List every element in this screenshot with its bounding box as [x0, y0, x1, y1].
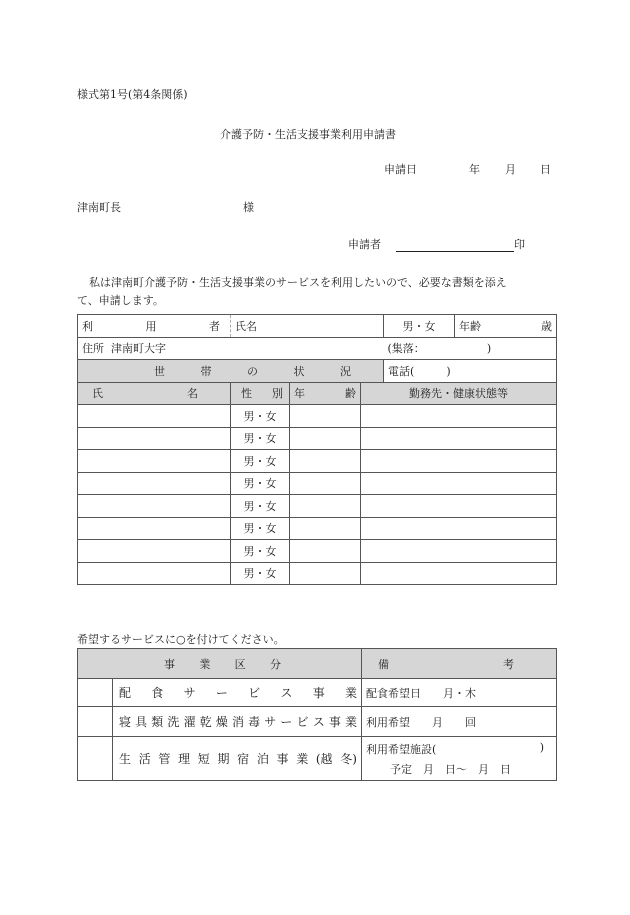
remarks-meal-delivery[interactable]	[362, 679, 557, 707]
service-check-cell[interactable]	[78, 737, 113, 781]
intro-line-2: て、申請します。	[77, 294, 164, 307]
household-table	[77, 314, 557, 585]
service-char: 毒	[248, 715, 261, 729]
service-char: 事	[276, 752, 289, 766]
seal-mark: 印	[514, 238, 525, 251]
service-char: 宿	[237, 752, 250, 766]
member-work-cell[interactable]	[361, 562, 557, 585]
service-char: ー	[215, 686, 228, 700]
service-char: サ	[264, 715, 277, 729]
user-gender-field[interactable]	[384, 315, 455, 338]
user-label-char: 者	[209, 319, 220, 333]
member-work-cell[interactable]	[361, 517, 557, 540]
member-sex-cell[interactable]	[231, 540, 290, 563]
service-char: ー	[280, 715, 293, 729]
member-age-cell[interactable]	[290, 562, 361, 585]
header-work-text: 勤務先・健康状態等	[409, 387, 508, 401]
header-char: 氏	[92, 387, 103, 401]
service-char: (越	[315, 752, 333, 766]
member-name-cell[interactable]	[78, 540, 231, 563]
applicant-signature-line[interactable]	[396, 236, 525, 252]
user-label-cell	[78, 315, 231, 338]
member-name-cell[interactable]	[78, 427, 231, 450]
member-age-cell[interactable]	[290, 427, 361, 450]
service-char: 洗	[167, 715, 180, 729]
address-value: 津南町大字	[111, 342, 166, 356]
header-char: 齢	[345, 387, 356, 401]
member-age-cell[interactable]	[290, 405, 361, 428]
intro-line-1: 私は津南町介護予防・生活支援事業のサービスを利用したいので、必要な書類を添え	[89, 276, 507, 289]
member-sex-cell[interactable]	[231, 517, 290, 540]
header-remarks	[362, 649, 557, 679]
phone-close: )	[446, 364, 451, 378]
household-char: 状	[293, 364, 305, 378]
header-char: 区	[234, 657, 246, 671]
service-short-stay	[113, 737, 362, 781]
service-char: 短	[197, 752, 210, 766]
addressee-honorific: 様	[243, 201, 254, 214]
remarks-text: 利用希望施設(	[366, 742, 437, 756]
gender-options: 男・女	[243, 432, 277, 446]
date-day: 日	[540, 163, 551, 176]
remarks-text: 配食希望日 月・木	[366, 686, 476, 700]
member-name-cell[interactable]	[78, 562, 231, 585]
header-member-name	[78, 382, 231, 405]
phone-label: 電話(	[388, 364, 415, 378]
service-char: 生	[119, 752, 132, 766]
member-age-cell[interactable]	[290, 450, 361, 473]
member-name-cell[interactable]	[78, 495, 231, 518]
service-char: 理	[178, 752, 191, 766]
header-char: 業	[199, 657, 211, 671]
service-table	[77, 648, 557, 781]
gender-options: 男・女	[243, 544, 277, 558]
member-work-cell[interactable]	[361, 405, 557, 428]
service-char: 燥	[215, 715, 228, 729]
member-name-cell[interactable]	[78, 405, 231, 428]
service-char: ビ	[248, 686, 261, 700]
age-unit: 歳	[541, 319, 553, 333]
header-char: 備	[378, 657, 389, 671]
service-char: 泊	[256, 752, 269, 766]
gender-options: 男・女	[243, 477, 277, 491]
service-char: 業	[344, 686, 357, 700]
gender-options: 男・女	[243, 409, 277, 423]
member-sex-cell[interactable]	[231, 405, 290, 428]
member-work-cell[interactable]	[361, 495, 557, 518]
remarks-schedule: 予定 月 日〜 月 日	[390, 762, 511, 776]
user-label-char: 用	[145, 319, 157, 333]
member-age-cell[interactable]	[290, 540, 361, 563]
remarks-text: 利用希望 月 回	[366, 715, 476, 729]
member-work-cell[interactable]	[361, 472, 557, 495]
service-char: 類	[151, 715, 164, 729]
user-label-char: 利	[82, 319, 93, 333]
service-char: 期	[217, 752, 230, 766]
user-name-field[interactable]	[231, 315, 384, 338]
applicant-label: 申請者	[348, 238, 381, 251]
service-char: 事	[328, 715, 341, 729]
phone-field[interactable]	[384, 360, 557, 383]
member-name-cell[interactable]	[78, 450, 231, 473]
service-char: サ	[183, 686, 196, 700]
service-char: 活	[138, 752, 151, 766]
remarks-short-stay[interactable]	[362, 737, 557, 781]
service-char: 寝	[119, 715, 132, 729]
gender-options: 男・女	[243, 567, 277, 581]
service-char: ス	[312, 715, 325, 729]
header-service-category	[78, 649, 362, 679]
member-work-cell[interactable]	[361, 540, 557, 563]
gender-options: 男・女	[402, 319, 436, 333]
service-char: ビ	[296, 715, 309, 729]
gender-options: 男・女	[243, 499, 277, 513]
address-field[interactable]	[78, 337, 384, 360]
service-instruction: 希望するサービスに○を付けてください。	[77, 633, 285, 646]
service-char: 乾	[199, 715, 212, 729]
page-title: 介護予防・生活支援事業利用申請書	[220, 128, 396, 141]
service-char: ス	[280, 686, 293, 700]
member-sex-cell[interactable]	[231, 495, 290, 518]
form-number: 様式第1号(第4条関係)	[77, 88, 188, 101]
gender-options: 男・女	[243, 522, 277, 536]
service-check-cell[interactable]	[78, 679, 113, 707]
member-work-cell[interactable]	[361, 450, 557, 473]
service-char: 業	[296, 752, 309, 766]
household-char: 況	[340, 364, 351, 378]
service-char: 食	[151, 686, 164, 700]
service-char: 配	[119, 686, 132, 700]
header-sex	[231, 382, 290, 405]
household-status-header	[78, 360, 384, 383]
header-char: 年	[294, 387, 305, 401]
service-check-cell[interactable]	[78, 707, 113, 737]
member-age-cell[interactable]	[290, 517, 361, 540]
member-age-cell[interactable]	[290, 495, 361, 518]
member-sex-cell[interactable]	[231, 562, 290, 585]
village-field[interactable]	[384, 337, 557, 360]
service-meal-delivery	[113, 679, 362, 707]
user-age-field[interactable]	[455, 315, 557, 338]
service-bedding-cleaning	[113, 707, 362, 737]
member-age-cell[interactable]	[290, 472, 361, 495]
remarks-close: )	[539, 740, 544, 754]
household-char: の	[247, 364, 258, 378]
service-char: 冬)	[340, 752, 357, 766]
header-char: 分	[269, 657, 281, 671]
service-char: 消	[231, 715, 244, 729]
member-sex-cell[interactable]	[231, 472, 290, 495]
member-name-cell[interactable]	[78, 517, 231, 540]
age-label: 年齢	[459, 319, 482, 333]
application-date-label: 申請日	[384, 163, 417, 176]
date-year: 年	[469, 163, 480, 176]
household-char: 世	[154, 364, 165, 378]
header-char: 考	[503, 657, 514, 671]
member-sex-cell[interactable]	[231, 427, 290, 450]
member-name-cell[interactable]	[78, 472, 231, 495]
service-char: 具	[135, 715, 148, 729]
village-close: )	[486, 342, 492, 356]
header-char: 別	[272, 387, 283, 401]
header-work-health	[361, 382, 557, 405]
header-char: 事	[164, 657, 175, 671]
service-char: 事	[312, 686, 325, 700]
address-label: 住所	[82, 342, 104, 356]
service-char: 業	[344, 715, 357, 729]
member-work-cell[interactable]	[361, 427, 557, 450]
header-age	[290, 382, 361, 405]
header-char: 名	[187, 387, 198, 401]
village-label: (集落：	[387, 342, 425, 356]
service-char: 濯	[183, 715, 196, 729]
gender-options: 男・女	[243, 454, 277, 468]
name-label: 氏名	[235, 319, 257, 333]
service-char: 管	[158, 752, 171, 766]
remarks-bedding-cleaning[interactable]	[362, 707, 557, 737]
addressee-name: 津南町長	[77, 201, 121, 214]
member-sex-cell[interactable]	[231, 450, 290, 473]
header-char: 性	[241, 387, 252, 401]
household-char: 帯	[200, 364, 212, 378]
date-month: 月	[505, 163, 516, 176]
